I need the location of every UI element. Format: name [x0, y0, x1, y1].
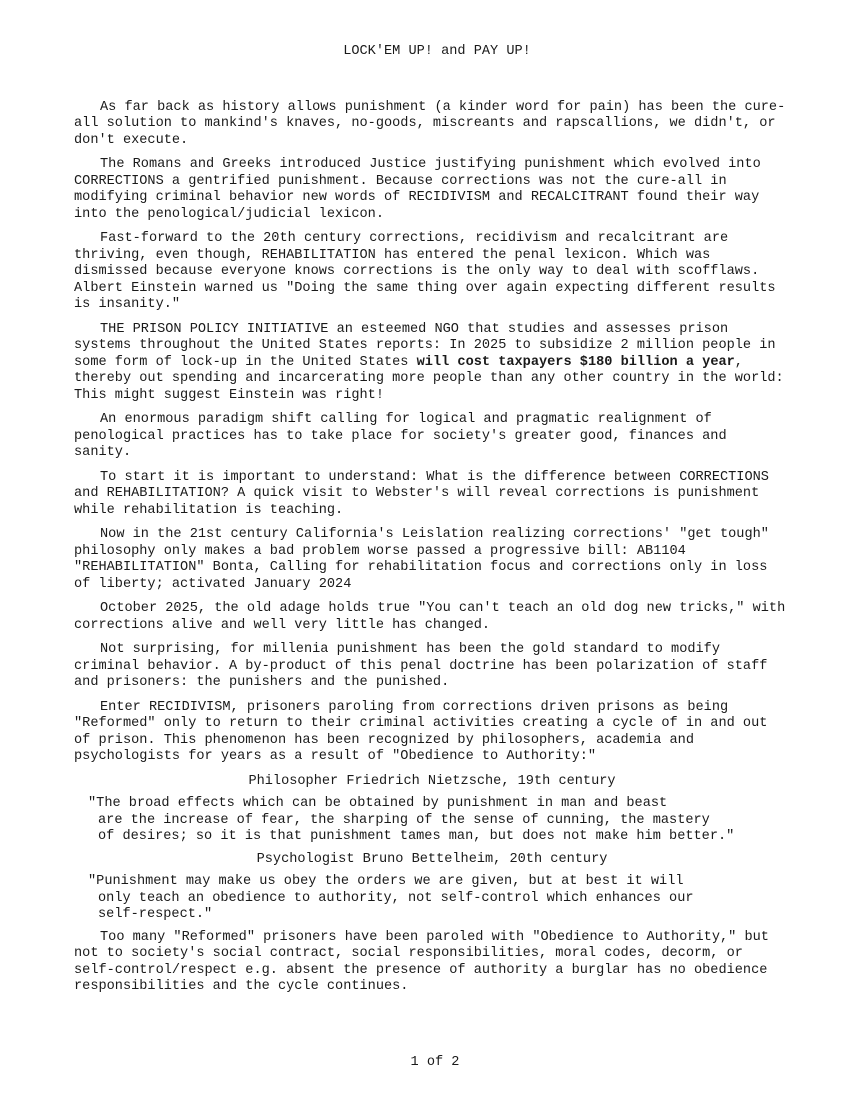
prison-policy-lead: THE PRISON POLICY INITIATIVE an esteemed NGO that studies and assesses prison systems throughout the United States reports: In 2025 to subsidize 2 million people in some form of lock-up in the United States [74, 321, 776, 370]
quote-line: of desires; so it is that punishment tames man, but does not make him better." [98, 829, 735, 844]
prison-policy-space [572, 355, 580, 370]
quote-nietzsche [88, 796, 790, 846]
quote-line: "Punishment may make us obey the orders we are given, but at best it will [88, 874, 684, 889]
paragraph-not-surprising: Not surprising, for millenia punishment has been the gold standard to modify criminal behavior. A by-product of this penal doctrine has been polarization of staff and prisoners: the punishers and the punished. [74, 642, 768, 690]
page-number: 1 of 2 [410, 1055, 460, 1070]
prison-policy-tail: , thereby out spending and incarcerating more people than any other country in the world: This might suggest Einstein was right! [74, 354, 784, 403]
quote-line: "The broad effects which can be obtained by punishment in man and beast [88, 796, 668, 811]
quote-line: self-respect." [98, 907, 213, 922]
paragraph-romans-greeks: The Romans and Greeks introduced Justice justifying punishment which evolved into CORRECTIONS a gentrified punishment. Because corrections was not the cure-all in modifying criminal behavior new words of RECIDIVISM and RECALCITRANT found their way into the penological/judicial lexicon. [74, 157, 761, 222]
paragraph-california-legislation: Now in the 21st century California's Leislation realizing corrections' "get tough" philosophy only makes a bad problem worse passed a progressive bill: AB1104 "REHABILITATION" Bonta, Calling for rehabilitation focus and corrections only in loss of liberty; activated January 2024 [74, 527, 769, 592]
paragraph-20th-century: Fast-forward to the 20th century corrections, recidivism and recalcitrant are thriving, even though, REHABILITATION has entered the penal lexicon. Which was dismissed because everyone knows corrections is the only way to deal with scofflaws. Albert Einstein warned us "Doing the same thing over again expecting different results is insanity." [74, 231, 776, 312]
document-title: LOCK'EM UP! and PAY UP! [343, 44, 531, 59]
prison-policy-bold-cost: will cost taxpayers [416, 354, 572, 370]
quote-attribution-nietzsche: Philosopher Friedrich Nietzsche, 19th century [248, 773, 616, 789]
paragraph-history: As far back as history allows punishment (a kinder word for pain) has been the cure-all solution to mankind's knaves, no-goods, miscreants and rapscallions, we didn't, or don't execute. [74, 99, 786, 148]
quote-bettelheim [88, 874, 790, 924]
quote-line: only teach an obedience to authority, not self-control which enhances our [98, 890, 694, 906]
paragraph-corrections-vs-rehab: To start it is important to understand: What is the difference between CORRECTIONS and REHABILITATION? A quick visit to Webster's will reveal corrections is punishment while rehabilitation is teaching. [74, 469, 769, 518]
quote-line: are the increase of fear, the sharping of the sense of cunning, the mastery [98, 812, 710, 828]
prison-policy-bold-amount: $180 billion a year [579, 354, 735, 370]
paragraph-closing: Too many "Reformed" prisoners have been paroled with "Obedience to Authority," but not to society's social contract, social responsibilities, moral codes, decorm, or self-control/respect e.g. absent the presence of authority a burglar has no obedience responsibilities and the cycle continues. [74, 929, 769, 994]
paragraph-prison-policy [74, 322, 790, 405]
paragraph-october-2025: October 2025, the old adage holds true "You can't teach an old dog new tricks," with corrections alive and well very little has changed. [74, 601, 786, 633]
quote-attribution-bettelheim: Psychologist Bruno Bettelheim, 20th century [256, 851, 608, 867]
paragraph-recidivism: Enter RECIDIVISM, prisoners paroling from corrections driven prisons as being "Reformed" only to return to their criminal activities creating a cycle of in and out of prison. This phenomenon has been recognized by philosophers, academia and psychologists for years as a result of "Obedience to Authority:" [74, 699, 768, 764]
paragraph-paradigm-shift: An enormous paradigm shift calling for logical and pragmatic realignment of penological practices has to take place for society's greater good, finances and sanity. [74, 412, 727, 460]
